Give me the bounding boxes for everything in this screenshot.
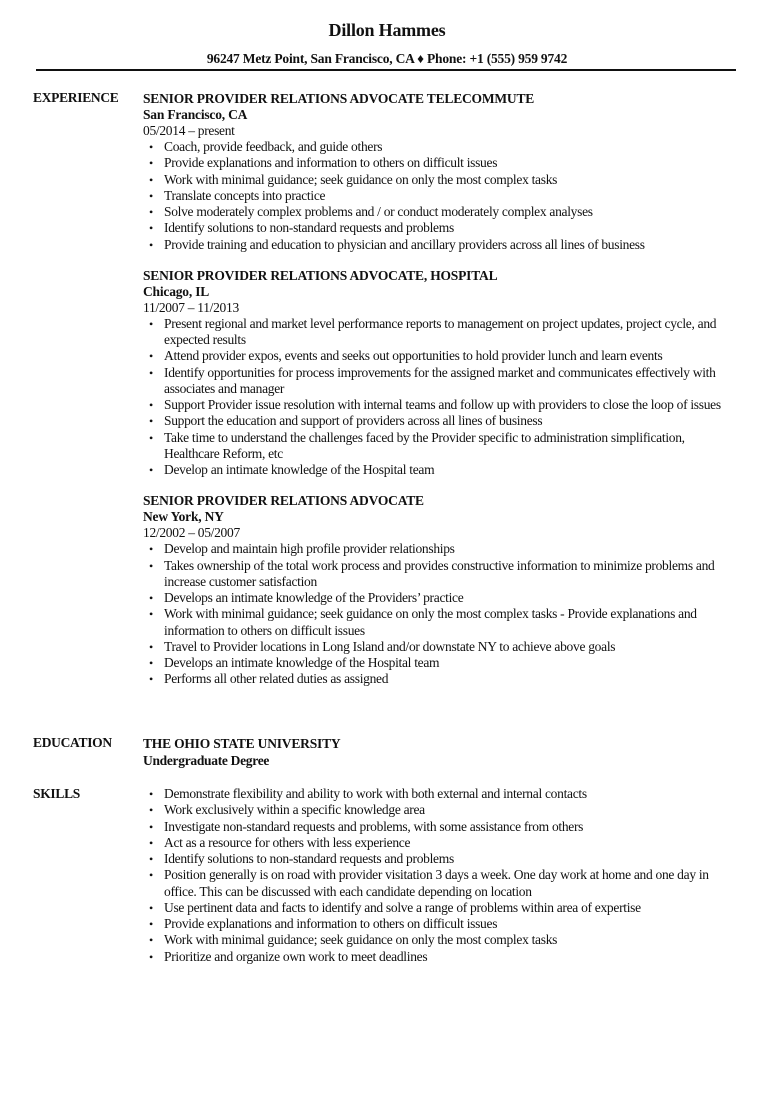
bullet-item: • Develop and maintain high profile provider relationships [143,541,733,557]
job-dates: 11/2007 – 11/2013 [143,299,239,315]
bullet-item: • Attend provider expos, events and seeks out opportunities to hold provider lunch and learn events [143,348,733,364]
school-name: THE OHIO STATE UNIVERSITY [143,736,341,751]
job-entry [143,267,733,479]
bullet-item: • Provide training and education to physician and ancillary providers across all lines of business [143,237,733,253]
skill-item: • Investigate non-standard requests and problems, with some assistance from others [143,819,733,835]
bullet-item: • Support Provider issue resolution with internal teams and follow up with providers to close the loop of issues [143,397,733,413]
degree: Undergraduate Degree [143,753,270,768]
bullet-item: • Present regional and market level performance reports to management on project updates, project cycle, and expected results [143,316,733,349]
job-entry [143,90,733,253]
skill-item: • Identify solutions to non-standard requests and problems [143,851,733,867]
skill-item: • Provide explanations and information to others on difficult issues [143,916,733,932]
job-dates: 12/2002 – 05/2007 [143,525,240,541]
skill-item: • Act as a resource for others with less experience [143,835,733,851]
skill-item: • Use pertinent data and facts to identify and solve a range of problems within area of expertise [143,900,733,916]
bullet-item: • Travel to Provider locations in Long Island and/or downstate NY to achieve above goals [143,639,733,655]
bullet-item: • Work with minimal guidance; seek guidance on only the most complex tasks - Provide explanations and information to others on difficult issues [143,606,733,639]
contact-line: 96247 Metz Point, San Francisco, CA ♦ Phone: +1 (555) 959 9742 [206,51,568,66]
bullet-item: • Support the education and support of providers across all lines of business [143,413,733,429]
bullet-item: • Identify opportunities for process improvements for the assigned market and communicates effectively with associates and manager [143,365,733,398]
bullet-item: • Develops an intimate knowledge of the Providers’ practice [143,590,733,606]
job-bullets [143,541,733,687]
bullet-item: • Solve moderately complex problems and / or conduct moderately complex analyses [143,204,733,220]
skill-item: • Work with minimal guidance; seek guidance on only the most complex tasks [143,932,733,948]
job-title: SENIOR PROVIDER RELATIONS ADVOCATE, HOSPITAL [143,267,498,283]
skill-item: • Position generally is on road with provider visitation 3 days a week. One day work at home and one day in office. This can be discussed with each candidate depending on location [143,867,733,900]
job-entry [143,492,733,687]
skills-body [143,786,733,965]
bullet-item: • Identify solutions to non-standard requests and problems [143,220,733,236]
job-dates: 05/2014 – present [143,123,235,138]
bullet-item: • Provide explanations and information to others on difficult issues [143,155,733,171]
section-label-experience: EXPERIENCE [33,90,119,105]
education-body [143,735,733,769]
bullet-item: • Takes ownership of the total work process and provides constructive information to minimize problems and increase customer satisfaction [143,558,733,591]
skill-item: • Work exclusively within a specific knowledge area [143,802,733,818]
bullet-item: • Translate concepts into practice [143,188,733,204]
bullet-item: • Work with minimal guidance; seek guidance on only the most complex tasks [143,172,733,188]
bullet-item: • Develop an intimate knowledge of the Hospital team [143,462,733,478]
bullet-item: • Develops an intimate knowledge of the Hospital team [143,655,733,671]
skill-item: • Demonstrate flexibility and ability to work with both external and internal contacts [143,786,733,802]
job-location: New York, NY [143,509,224,525]
job-location: Chicago, IL [143,283,210,299]
bullet-item: • Take time to understand the challenges faced by the Provider specific to administration simplification, Healthcare Reform, etc [143,430,733,463]
section-label-skills: SKILLS [33,786,80,801]
job-title: SENIOR PROVIDER RELATIONS ADVOCATE [143,493,424,509]
job-location: San Francisco, CA [143,107,248,122]
job-bullets [143,316,733,479]
bullet-item: • Coach, provide feedback, and guide others [143,139,733,155]
experience-body [143,90,733,702]
header-divider [36,69,736,71]
skills-list [143,786,733,965]
candidate-name: Dillon Hammes [328,20,446,40]
job-bullets [143,139,733,253]
bullet-item: • Performs all other related duties as assigned [143,671,733,687]
section-label-education: EDUCATION [33,735,112,750]
job-title: SENIOR PROVIDER RELATIONS ADVOCATE TELECOMMUTE [143,91,535,106]
skill-item: • Prioritize and organize own work to meet deadlines [143,949,733,965]
